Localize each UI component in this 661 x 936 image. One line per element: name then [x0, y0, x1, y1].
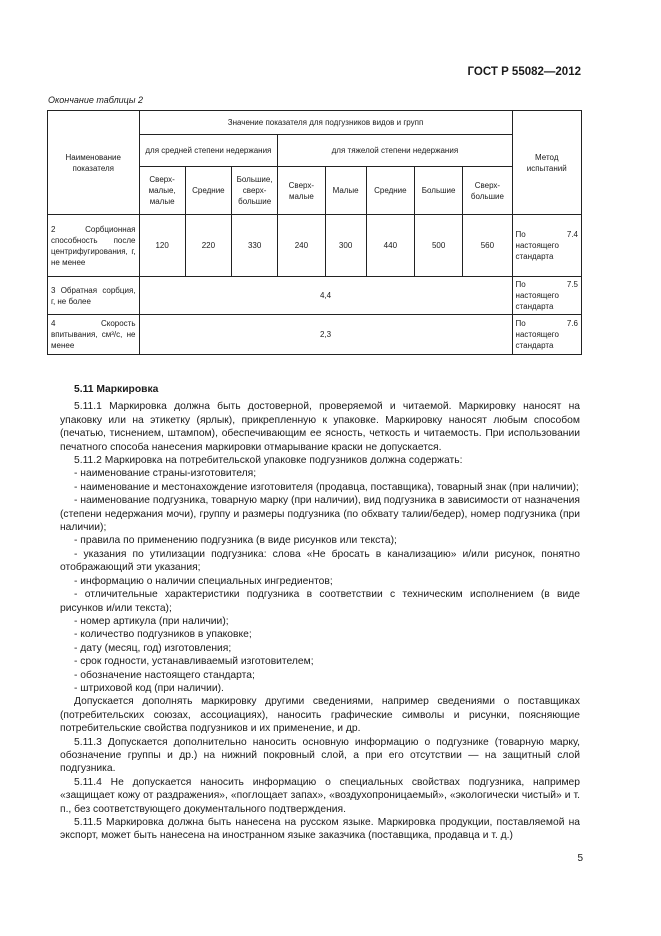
- table-cell: 330: [232, 215, 278, 277]
- row-method-absorption-speed: По 7.6 настоящего стандарта: [512, 315, 581, 355]
- paragraph: Допускается дополнять маркировку другими сведениями, например сведениями о поставщиках (потребительских союзах, ассоциациях), наносить графические символы и рисунки, поясняющие потребительские свойства подгузников и их применение, и др.: [60, 696, 580, 735]
- subheader-medium-3: Большие, сверх-большие: [232, 167, 278, 215]
- subheader-heavy-2: Малые: [325, 167, 366, 215]
- list-item: - наименование подгузника, товарную марку (при наличии), вид подгузника в зависимости от назначения (степени недержания мочи), группу и размеры подгузника (по обхвату талии/бедер), номер подгузника (при наличии);: [60, 495, 580, 534]
- table-row: [48, 277, 582, 315]
- section-title: 5.11 Маркировка: [74, 384, 159, 395]
- list-item: - наименование и местонахождение изготовителя (продавца, поставщика), товарный знак (при наличии);: [74, 481, 579, 493]
- table-cell: 440: [366, 215, 414, 277]
- subheader-heavy-1: Сверх-малые: [278, 167, 325, 215]
- list-item: - указания по утилизации подгузника: слова «Не бросать в канализацию» и/или рисунок, понятно отображающий эти указания;: [60, 548, 580, 574]
- table-cell: 500: [414, 215, 462, 277]
- subheader-medium-2: Средние: [185, 167, 231, 215]
- list-item: - информацию о наличии специальных ингредиентов;: [74, 575, 333, 587]
- table-cell: 240: [278, 215, 325, 277]
- list-item: - отличительные характеристики подгузника в соответствии с техническим исполнением (в виде рисунков и/или текста);: [60, 589, 580, 614]
- row-name-absorption-speed: 4 Скорость впитывания, см³/с, не менее: [48, 315, 140, 355]
- subheader-heavy-3: Средние: [366, 167, 414, 215]
- table-row: [48, 315, 582, 355]
- indicator-table: [47, 110, 582, 355]
- subheader-heavy-5: Сверх-большие: [463, 167, 512, 215]
- table-cell: 4,4: [139, 277, 512, 315]
- list-item: - обозначение настоящего стандарта;: [74, 669, 255, 681]
- list-item: - номер артикула (при наличии);: [74, 615, 229, 627]
- subheader-medium-1: Сверх-малые, малые: [139, 167, 185, 215]
- list-item: - правила по применению подгузника (в виде рисунков или текста);: [74, 535, 397, 547]
- row-name-sorption: 2 Сорбционная способность после центрифугирования, г, не менее: [48, 215, 140, 277]
- table-cell: 560: [463, 215, 512, 277]
- row-name-reverse-sorption: 3 Обратная сорбция, г, не более: [48, 277, 140, 315]
- column-header-group: Значение показателя для подгузников видов и групп: [139, 111, 512, 135]
- table-caption: Окончание таблицы 2: [48, 95, 143, 105]
- list-item: - количество подгузников в упаковке;: [74, 629, 252, 641]
- column-header-method: Метод испытаний: [512, 111, 581, 215]
- list-item: - штриховой код (при наличии).: [74, 682, 224, 694]
- table-cell: 220: [185, 215, 231, 277]
- list-item: - наименование страны-изготовителя;: [74, 468, 257, 480]
- group-heavy-header: для тяжелой степени недержания: [278, 135, 512, 167]
- table-cell: 300: [325, 215, 366, 277]
- paragraph: 5.11.1 Маркировка должна быть достоверной, проверяемой и читаемой. Маркировку наносят на упаковку или на этикетку (ярлык), прикрепленную к упаковке. Маркировку наносят любым способом (печатью, тиснением, штампом), обеспечивающим ее ясность, четкость и читаемость. При использовании печатного способа нанесения маркировки отмарывание краски не допускается.: [60, 401, 580, 453]
- row-method-reverse-sorption: По 7.5 настоящего стандарта: [512, 277, 581, 315]
- section-marking: [60, 383, 580, 843]
- group-medium-header: для средней степени недержания: [139, 135, 278, 167]
- list-item: - дату (месяц, год) изготовления;: [74, 642, 232, 654]
- paragraph: 5.11.2 Маркировка на потребительской упаковке подгузников должна содержать:: [74, 455, 463, 467]
- table-cell: 2,3: [139, 315, 512, 355]
- row-method-sorption: По 7.4 настоящего стандарта: [512, 215, 581, 277]
- paragraph: 5.11.5 Маркировка должна быть нанесена на русском языке. Маркировка продукции, поставляемой на экспорт, может быть нанесена на иностранном языке заказчика (поставщика, продавца и т. д.): [60, 817, 580, 842]
- paragraph: 5.11.3 Допускается дополнительно наносить основную информацию о подгузнике (товарную марку, обозначение группы и др.) на нижний покровный слой, а при его отсутствии — на защитный слой подгузника.: [60, 736, 580, 775]
- list-item: - срок годности, устанавливаемый изготовителем;: [74, 656, 314, 668]
- page-number: 5: [577, 853, 583, 864]
- table-cell: 120: [139, 215, 185, 277]
- document-standard-code: ГОСТ Р 55082—2012: [467, 66, 581, 78]
- column-header-name: Наименование показателя: [48, 111, 140, 215]
- paragraph: 5.11.4 Не допускается наносить информацию о специальных свойствах подгузника, например «защищает кожу от раздражения», «поглощает запах», «воздухопроницаемый», «экологически чистый» и т. п., без соответствующего документального подтверждения.: [60, 776, 580, 815]
- table-row: [48, 215, 582, 277]
- subheader-heavy-4: Большие: [414, 167, 462, 215]
